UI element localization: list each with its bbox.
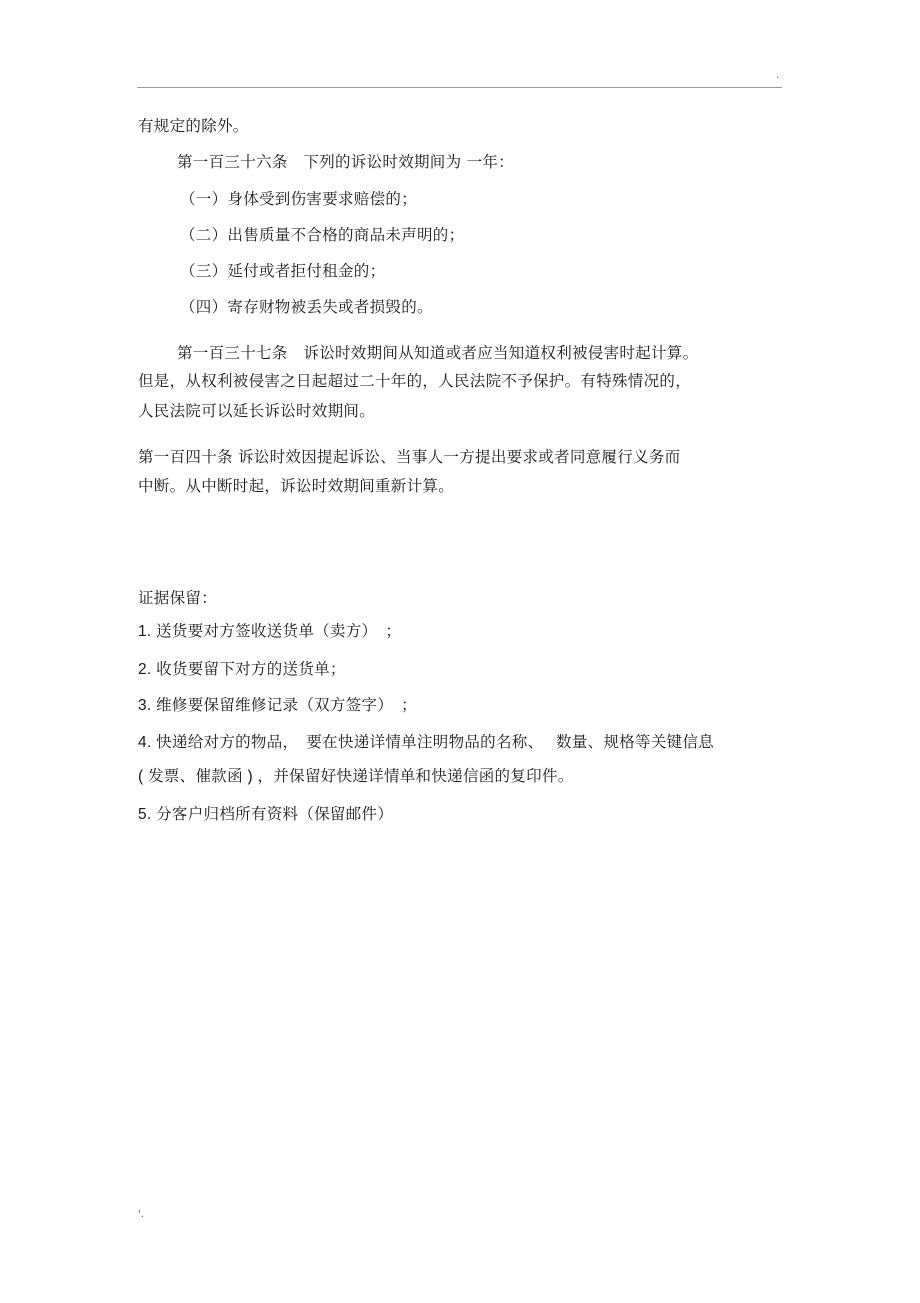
article-140-line-1: 第一百四十条 诉讼时效因提起诉讼、当事人一方提出要求或者同意履行义务而 xyxy=(138,448,681,466)
evidence-item-3: 3. 维修要保留维修记录（双方签字） ； xyxy=(138,697,417,714)
law-continued-text: 有规定的除外。 xyxy=(138,117,249,135)
evidence-item-4-line-1: 4. 快递给对方的物品， 要在快递详情单注明物品的名称、 数量、规格等关键信息 xyxy=(138,734,715,751)
header-rule xyxy=(137,87,782,88)
article-137-line-2: 但是，从权利被侵害之日起超过二十年的，人民法院不予保护。有特殊情况的， xyxy=(138,372,692,390)
article-136-item-4: （四）寄存财物被丢失或者损毁的。 xyxy=(180,298,433,316)
article-137-line-3: 人民法院可以延长诉讼时效期间。 xyxy=(138,402,376,420)
article-136-heading: 第一百三十六条 下列的诉讼时效期间为 一年： xyxy=(177,153,515,171)
article-136-item-2: （二）出售质量不合格的商品未声明的； xyxy=(180,226,465,244)
evidence-item-5: 5. 分客户归档所有资料（保留邮件） xyxy=(138,806,394,823)
evidence-item-4-line-2: ( 发票、催款函 ) ，并保留好快递详情单和快递信函的复印件。 xyxy=(138,768,574,785)
evidence-item-1: 1. 送货要对方签收送货单（卖方） ； xyxy=(138,623,402,640)
article-136-item-1: （一）身体受到伤害要求赔偿的； xyxy=(180,190,418,208)
evidence-title: 证据保留： xyxy=(138,589,218,607)
article-140-line-2: 中断。从中断时起，诉讼时效期间重新计算。 xyxy=(138,477,455,495)
footer-mark: '. xyxy=(138,1209,144,1220)
article-136-item-3: （三）延付或者拒付租金的； xyxy=(180,262,386,280)
header-mark: . xyxy=(776,70,780,81)
evidence-item-2: 2. 收货要留下对方的送货单； xyxy=(138,661,346,678)
article-137-line-1: 第一百三十七条 诉讼时效期间从知道或者应当知道权利被侵害时起计算。 xyxy=(177,344,699,362)
